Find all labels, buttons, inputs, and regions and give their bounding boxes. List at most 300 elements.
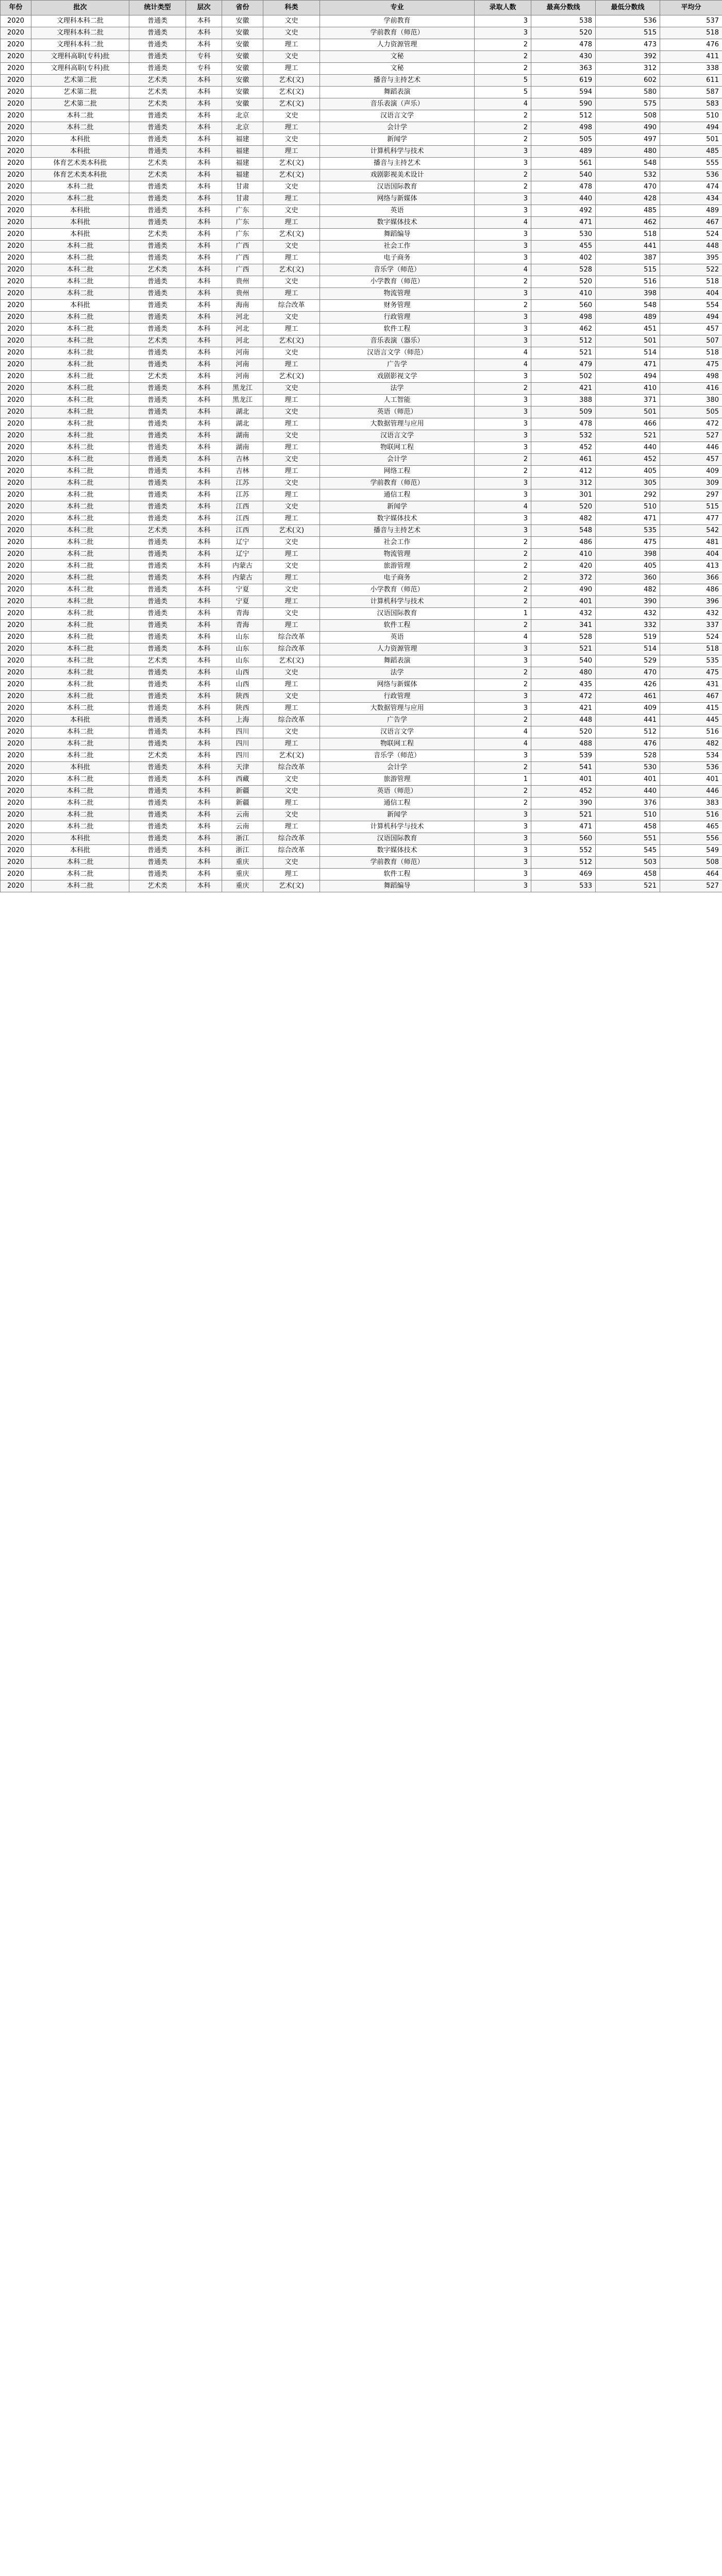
cell-year: 2020 [1, 276, 31, 288]
cell-province: 辽宁 [222, 537, 263, 549]
cell-province: 广西 [222, 252, 263, 264]
cell-stat-type: 普通类 [129, 501, 186, 513]
cell-batch: 本科二批 [31, 584, 129, 596]
cell-max-score: 301 [531, 489, 596, 501]
cell-province: 浙江 [222, 833, 263, 845]
cell-max-score: 512 [531, 335, 596, 347]
cell-stat-type: 普通类 [129, 738, 186, 750]
cell-min-score: 470 [596, 667, 660, 679]
cell-avg-score: 404 [660, 549, 722, 561]
cell-min-score: 512 [596, 726, 660, 738]
cell-subject: 综合改革 [263, 715, 320, 726]
cell-batch: 本科二批 [31, 430, 129, 442]
cell-subject: 理工 [263, 193, 320, 205]
cell-major: 软件工程 [320, 620, 475, 632]
cell-level: 本科 [186, 288, 222, 300]
table-row [1, 15, 722, 27]
cell-batch: 本科批 [31, 715, 129, 726]
cell-batch: 本科二批 [31, 324, 129, 335]
cell-min-score: 292 [596, 489, 660, 501]
cell-province: 福建 [222, 158, 263, 170]
cell-year: 2020 [1, 359, 31, 371]
cell-major: 物流管理 [320, 288, 475, 300]
cell-major: 舞蹈编导 [320, 229, 475, 241]
cell-subject: 文史 [263, 27, 320, 39]
cell-stat-type: 普通类 [129, 324, 186, 335]
cell-province: 河北 [222, 324, 263, 335]
cell-stat-type: 普通类 [129, 798, 186, 809]
cell-province: 湖北 [222, 418, 263, 430]
cell-batch: 体育艺术类本科批 [31, 170, 129, 181]
cell-admitted: 3 [475, 229, 531, 241]
cell-level: 本科 [186, 75, 222, 87]
cell-avg-score: 401 [660, 774, 722, 786]
cell-stat-type: 艺术类 [129, 229, 186, 241]
cell-avg-score: 416 [660, 383, 722, 395]
cell-min-score: 510 [596, 501, 660, 513]
cell-min-score: 521 [596, 430, 660, 442]
cell-province: 重庆 [222, 869, 263, 880]
cell-min-score: 376 [596, 798, 660, 809]
cell-year: 2020 [1, 193, 31, 205]
cell-avg-score: 465 [660, 821, 722, 833]
table-row [1, 371, 722, 383]
cell-min-score: 409 [596, 703, 660, 715]
cell-major: 学前教育（师范） [320, 27, 475, 39]
table-row [1, 513, 722, 525]
cell-major: 网络与新媒体 [320, 679, 475, 691]
cell-level: 本科 [186, 146, 222, 158]
column-header-min-score: 最低分数线 [596, 1, 660, 15]
cell-avg-score: 536 [660, 762, 722, 774]
cell-province: 陕西 [222, 703, 263, 715]
cell-level: 本科 [186, 347, 222, 359]
cell-batch: 本科二批 [31, 738, 129, 750]
cell-year: 2020 [1, 786, 31, 798]
cell-max-score: 512 [531, 110, 596, 122]
cell-major: 法学 [320, 667, 475, 679]
cell-admitted: 3 [475, 335, 531, 347]
cell-subject: 文史 [263, 809, 320, 821]
cell-subject: 理工 [263, 620, 320, 632]
cell-stat-type: 艺术类 [129, 170, 186, 181]
cell-level: 本科 [186, 205, 222, 217]
table-row [1, 679, 722, 691]
cell-stat-type: 普通类 [129, 809, 186, 821]
admission-scores-table [0, 0, 722, 892]
cell-stat-type: 普通类 [129, 217, 186, 229]
cell-avg-score: 474 [660, 181, 722, 193]
table-row [1, 454, 722, 466]
cell-major: 电子商务 [320, 572, 475, 584]
cell-stat-type: 普通类 [129, 312, 186, 324]
cell-major: 播音与主持艺术 [320, 158, 475, 170]
cell-major: 文秘 [320, 63, 475, 75]
cell-batch: 本科二批 [31, 632, 129, 643]
table-row [1, 845, 722, 857]
cell-province: 广西 [222, 241, 263, 252]
cell-admitted: 2 [475, 679, 531, 691]
cell-min-score: 528 [596, 750, 660, 762]
cell-stat-type: 普通类 [129, 39, 186, 51]
table-row [1, 39, 722, 51]
cell-admitted: 2 [475, 762, 531, 774]
cell-level: 本科 [186, 383, 222, 395]
cell-subject: 艺术(文) [263, 158, 320, 170]
cell-avg-score: 518 [660, 643, 722, 655]
cell-subject: 理工 [263, 513, 320, 525]
cell-major: 学前教育（师范） [320, 857, 475, 869]
cell-stat-type: 艺术类 [129, 335, 186, 347]
cell-max-score: 455 [531, 241, 596, 252]
cell-admitted: 2 [475, 383, 531, 395]
cell-min-score: 497 [596, 134, 660, 146]
cell-subject: 文史 [263, 276, 320, 288]
cell-level: 本科 [186, 229, 222, 241]
cell-avg-score: 467 [660, 217, 722, 229]
cell-province: 江西 [222, 525, 263, 537]
cell-province: 吉林 [222, 454, 263, 466]
cell-min-score: 551 [596, 833, 660, 845]
cell-major: 新闻学 [320, 501, 475, 513]
cell-subject: 理工 [263, 395, 320, 406]
cell-subject: 理工 [263, 442, 320, 454]
cell-batch: 本科二批 [31, 122, 129, 134]
table-row [1, 205, 722, 217]
table-row [1, 809, 722, 821]
cell-level: 本科 [186, 738, 222, 750]
cell-major: 音乐表演（声乐） [320, 98, 475, 110]
cell-level: 本科 [186, 430, 222, 442]
cell-subject: 艺术(文) [263, 371, 320, 383]
cell-min-score: 371 [596, 395, 660, 406]
cell-avg-score: 380 [660, 395, 722, 406]
cell-level: 本科 [186, 335, 222, 347]
cell-max-score: 509 [531, 406, 596, 418]
cell-subject: 文史 [263, 134, 320, 146]
cell-stat-type: 普通类 [129, 537, 186, 549]
cell-stat-type: 普通类 [129, 703, 186, 715]
cell-subject: 理工 [263, 217, 320, 229]
cell-min-score: 490 [596, 122, 660, 134]
cell-max-score: 478 [531, 39, 596, 51]
cell-avg-score: 431 [660, 679, 722, 691]
cell-province: 云南 [222, 809, 263, 821]
cell-year: 2020 [1, 229, 31, 241]
cell-avg-score: 446 [660, 442, 722, 454]
cell-major: 新闻学 [320, 809, 475, 821]
cell-subject: 综合改革 [263, 845, 320, 857]
cell-avg-score: 472 [660, 418, 722, 430]
cell-year: 2020 [1, 857, 31, 869]
cell-batch: 本科二批 [31, 276, 129, 288]
cell-province: 山东 [222, 655, 263, 667]
cell-subject: 综合改革 [263, 632, 320, 643]
cell-max-score: 432 [531, 608, 596, 620]
cell-subject: 理工 [263, 252, 320, 264]
cell-batch: 本科二批 [31, 774, 129, 786]
table-row [1, 703, 722, 715]
cell-avg-score: 411 [660, 51, 722, 63]
cell-avg-score: 477 [660, 513, 722, 525]
cell-stat-type: 普通类 [129, 454, 186, 466]
cell-stat-type: 普通类 [129, 632, 186, 643]
cell-year: 2020 [1, 821, 31, 833]
cell-batch: 本科二批 [31, 667, 129, 679]
cell-batch: 本科批 [31, 217, 129, 229]
cell-avg-score: 434 [660, 193, 722, 205]
column-header-year: 年份 [1, 1, 31, 15]
cell-avg-score: 527 [660, 880, 722, 892]
cell-year: 2020 [1, 134, 31, 146]
cell-avg-score: 508 [660, 857, 722, 869]
cell-avg-score: 457 [660, 454, 722, 466]
cell-level: 本科 [186, 691, 222, 703]
cell-min-score: 482 [596, 584, 660, 596]
cell-year: 2020 [1, 181, 31, 193]
table-row [1, 288, 722, 300]
cell-year: 2020 [1, 158, 31, 170]
cell-admitted: 3 [475, 513, 531, 525]
cell-major: 电子商务 [320, 252, 475, 264]
cell-major: 通信工程 [320, 489, 475, 501]
cell-admitted: 2 [475, 715, 531, 726]
cell-province: 宁夏 [222, 596, 263, 608]
cell-avg-score: 518 [660, 276, 722, 288]
table-row [1, 608, 722, 620]
cell-subject: 文史 [263, 205, 320, 217]
cell-subject: 综合改革 [263, 300, 320, 312]
table-row [1, 406, 722, 418]
cell-avg-score: 516 [660, 809, 722, 821]
cell-major: 软件工程 [320, 324, 475, 335]
cell-min-score: 501 [596, 406, 660, 418]
cell-batch: 本科二批 [31, 466, 129, 478]
cell-admitted: 2 [475, 549, 531, 561]
cell-avg-score: 498 [660, 371, 722, 383]
cell-subject: 理工 [263, 359, 320, 371]
cell-province: 山东 [222, 643, 263, 655]
cell-stat-type: 普通类 [129, 679, 186, 691]
cell-batch: 本科二批 [31, 264, 129, 276]
cell-max-score: 540 [531, 170, 596, 181]
cell-subject: 文史 [263, 726, 320, 738]
cell-batch: 本科二批 [31, 288, 129, 300]
cell-subject: 艺术(文) [263, 880, 320, 892]
cell-subject: 理工 [263, 738, 320, 750]
cell-max-score: 478 [531, 418, 596, 430]
cell-major: 通信工程 [320, 798, 475, 809]
cell-major: 人力资源管理 [320, 643, 475, 655]
cell-stat-type: 艺术类 [129, 98, 186, 110]
cell-major: 软件工程 [320, 869, 475, 880]
cell-level: 本科 [186, 27, 222, 39]
cell-province: 新疆 [222, 798, 263, 809]
cell-admitted: 3 [475, 703, 531, 715]
cell-province: 北京 [222, 122, 263, 134]
cell-stat-type: 普通类 [129, 241, 186, 252]
cell-major: 舞蹈表演 [320, 655, 475, 667]
cell-min-score: 398 [596, 288, 660, 300]
cell-batch: 本科二批 [31, 513, 129, 525]
cell-min-score: 503 [596, 857, 660, 869]
cell-province: 安徽 [222, 39, 263, 51]
cell-stat-type: 普通类 [129, 608, 186, 620]
cell-max-score: 430 [531, 51, 596, 63]
cell-batch: 本科二批 [31, 442, 129, 454]
cell-level: 本科 [186, 809, 222, 821]
cell-province: 西藏 [222, 774, 263, 786]
cell-subject: 理工 [263, 798, 320, 809]
cell-province: 海南 [222, 300, 263, 312]
cell-stat-type: 艺术类 [129, 158, 186, 170]
cell-level: 本科 [186, 110, 222, 122]
cell-year: 2020 [1, 584, 31, 596]
cell-max-score: 528 [531, 264, 596, 276]
cell-batch: 本科批 [31, 300, 129, 312]
cell-year: 2020 [1, 383, 31, 395]
cell-major: 网络工程 [320, 466, 475, 478]
table-row [1, 300, 722, 312]
cell-admitted: 4 [475, 217, 531, 229]
cell-major: 会计学 [320, 454, 475, 466]
cell-level: 本科 [186, 406, 222, 418]
cell-year: 2020 [1, 632, 31, 643]
cell-level: 本科 [186, 193, 222, 205]
cell-province: 贵州 [222, 276, 263, 288]
cell-level: 本科 [186, 857, 222, 869]
cell-level: 本科 [186, 655, 222, 667]
table-row [1, 27, 722, 39]
cell-subject: 艺术(文) [263, 87, 320, 98]
cell-subject: 文史 [263, 312, 320, 324]
cell-stat-type: 普通类 [129, 63, 186, 75]
table-row [1, 478, 722, 489]
cell-max-score: 528 [531, 632, 596, 643]
cell-avg-score: 515 [660, 501, 722, 513]
cell-stat-type: 艺术类 [129, 264, 186, 276]
cell-level: 本科 [186, 324, 222, 335]
cell-subject: 文史 [263, 430, 320, 442]
cell-avg-score: 475 [660, 667, 722, 679]
cell-level: 本科 [186, 549, 222, 561]
cell-level: 本科 [186, 39, 222, 51]
cell-major: 大数据管理与应用 [320, 418, 475, 430]
cell-level: 本科 [186, 371, 222, 383]
cell-stat-type: 普通类 [129, 584, 186, 596]
cell-level: 本科 [186, 608, 222, 620]
cell-province: 江西 [222, 501, 263, 513]
cell-stat-type: 普通类 [129, 406, 186, 418]
cell-subject: 理工 [263, 869, 320, 880]
cell-level: 本科 [186, 703, 222, 715]
cell-avg-score: 505 [660, 406, 722, 418]
cell-max-score: 520 [531, 27, 596, 39]
cell-max-score: 471 [531, 217, 596, 229]
cell-min-score: 451 [596, 324, 660, 335]
table-row [1, 798, 722, 809]
cell-year: 2020 [1, 655, 31, 667]
cell-province: 山西 [222, 667, 263, 679]
cell-major: 音乐学（师范） [320, 750, 475, 762]
cell-max-score: 461 [531, 454, 596, 466]
cell-stat-type: 普通类 [129, 857, 186, 869]
cell-batch: 文理科本科二批 [31, 15, 129, 27]
cell-avg-score: 507 [660, 335, 722, 347]
cell-max-score: 560 [531, 833, 596, 845]
cell-max-score: 540 [531, 655, 596, 667]
table-row [1, 181, 722, 193]
cell-province: 山西 [222, 679, 263, 691]
cell-level: 本科 [186, 561, 222, 572]
cell-year: 2020 [1, 430, 31, 442]
cell-year: 2020 [1, 561, 31, 572]
cell-subject: 综合改革 [263, 833, 320, 845]
cell-year: 2020 [1, 15, 31, 27]
cell-min-score: 508 [596, 110, 660, 122]
table-row [1, 264, 722, 276]
cell-year: 2020 [1, 264, 31, 276]
cell-stat-type: 普通类 [129, 110, 186, 122]
cell-year: 2020 [1, 39, 31, 51]
cell-batch: 文理科本科二批 [31, 39, 129, 51]
table-row [1, 63, 722, 75]
cell-level: 本科 [186, 217, 222, 229]
table-row [1, 833, 722, 845]
cell-max-score: 530 [531, 229, 596, 241]
cell-avg-score: 583 [660, 98, 722, 110]
cell-stat-type: 普通类 [129, 489, 186, 501]
cell-stat-type: 艺术类 [129, 87, 186, 98]
cell-stat-type: 普通类 [129, 122, 186, 134]
cell-year: 2020 [1, 442, 31, 454]
cell-year: 2020 [1, 596, 31, 608]
cell-level: 本科 [186, 87, 222, 98]
cell-max-score: 521 [531, 809, 596, 821]
cell-min-score: 529 [596, 655, 660, 667]
cell-level: 本科 [186, 643, 222, 655]
cell-admitted: 3 [475, 809, 531, 821]
cell-year: 2020 [1, 335, 31, 347]
cell-stat-type: 普通类 [129, 667, 186, 679]
cell-max-score: 521 [531, 643, 596, 655]
cell-level: 本科 [186, 252, 222, 264]
cell-subject: 文史 [263, 383, 320, 395]
cell-province: 安徽 [222, 87, 263, 98]
cell-year: 2020 [1, 27, 31, 39]
cell-province: 四川 [222, 750, 263, 762]
column-header-subject: 科类 [263, 1, 320, 15]
cell-year: 2020 [1, 454, 31, 466]
cell-major: 旅游管理 [320, 774, 475, 786]
cell-admitted: 4 [475, 501, 531, 513]
table-row [1, 501, 722, 513]
cell-province: 河南 [222, 347, 263, 359]
cell-major: 网络与新媒体 [320, 193, 475, 205]
cell-province: 广东 [222, 217, 263, 229]
cell-max-score: 520 [531, 276, 596, 288]
cell-min-score: 461 [596, 691, 660, 703]
cell-stat-type: 普通类 [129, 347, 186, 359]
cell-batch: 本科批 [31, 229, 129, 241]
table-row [1, 146, 722, 158]
cell-level: 本科 [186, 241, 222, 252]
cell-max-score: 478 [531, 181, 596, 193]
cell-min-score: 410 [596, 383, 660, 395]
cell-year: 2020 [1, 51, 31, 63]
cell-major: 汉语言文学 [320, 110, 475, 122]
cell-admitted: 2 [475, 454, 531, 466]
